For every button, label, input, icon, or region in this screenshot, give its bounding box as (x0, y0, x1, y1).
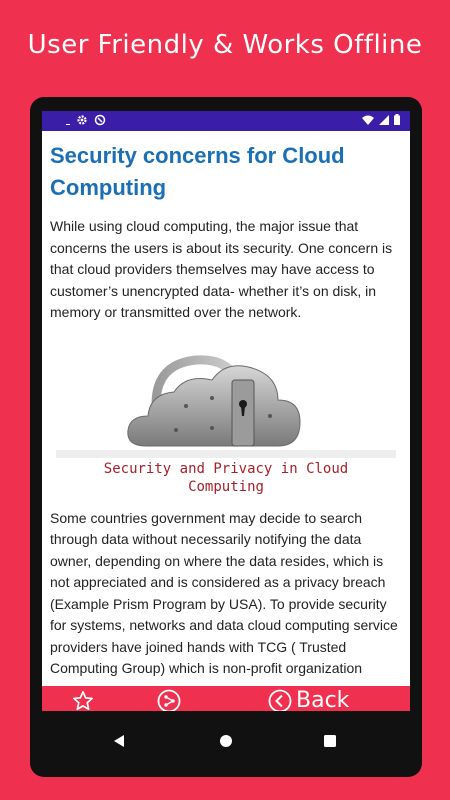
android-nav-bar (30, 715, 422, 765)
dash-icon (66, 124, 70, 125)
status-bar (42, 111, 410, 131)
image-caption-line-2: Computing (188, 478, 264, 495)
star-icon[interactable] (72, 690, 94, 711)
promo-title: User Friendly & Works Offline (27, 30, 423, 60)
gear-icon (76, 114, 88, 129)
article-title: Security concerns for Cloud Computing (50, 143, 345, 200)
bottom-action-bar (42, 686, 410, 711)
back-arrow-icon (268, 689, 292, 712)
cloud-security-image (56, 346, 396, 496)
back-button[interactable] (268, 688, 349, 711)
circle-icon (94, 114, 106, 129)
recents-square-icon[interactable] (323, 733, 337, 752)
article-paragraph-1: While using cloud computing, the major issue that concerns the users is about its security. One concern is that cloud providers themselves may have access to customer’s unencrypted data- whether it’s on disk, in memory or transmitted over the network. (50, 218, 393, 320)
back-triangle-icon[interactable] (112, 733, 126, 752)
article-content[interactable] (42, 133, 410, 699)
back-label: Back (296, 688, 350, 711)
wifi-icon (362, 115, 374, 128)
app-screen (42, 111, 410, 711)
signal-icon (379, 115, 389, 128)
cloud-lock-illustration (56, 346, 396, 458)
image-caption (56, 460, 396, 496)
article-paragraph-2: Some countries government may decide to search through data without necessarily notifying the data owner, depending on where the data resides, which is not appreciated and is considered as a privacy breach (Example Prism Program by USA). To provide security for systems, networks and data cloud computing service providers have joined hands with TCG ( Trusted Computing Group) which is non-profit organization (50, 509, 398, 676)
image-caption-line-1: Security and Privacy in Cloud (103, 460, 349, 477)
battery-icon (394, 114, 400, 128)
phone-frame (30, 97, 422, 777)
home-circle-icon[interactable] (219, 733, 233, 752)
share-icon[interactable] (157, 689, 181, 711)
